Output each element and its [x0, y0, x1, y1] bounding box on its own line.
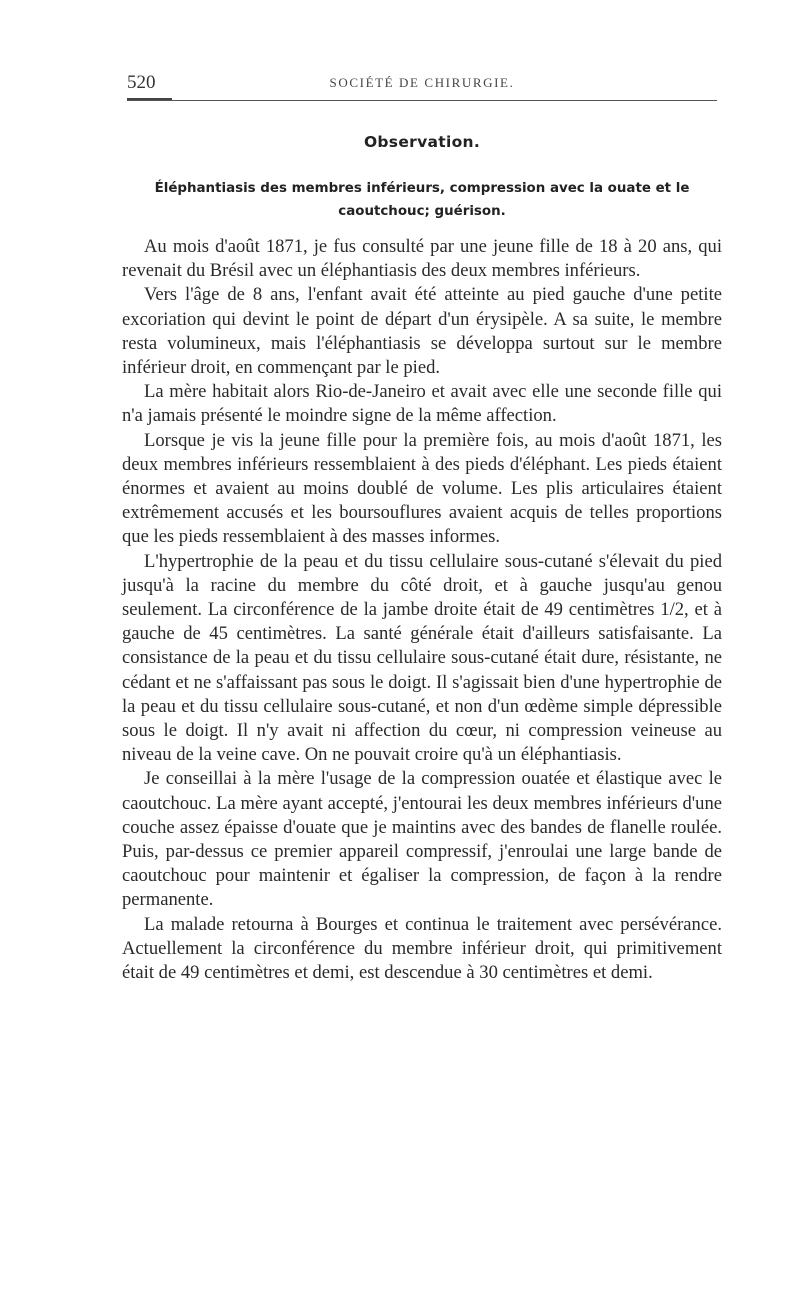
running-head	[127, 72, 717, 102]
page-number: 520	[127, 72, 156, 93]
section-subtitle: Éléphantiasis des membres inférieurs, compression avec la ouate et le caoutchouc; guérison.	[154, 181, 690, 219]
running-title: SOCIÉTÉ DE CHIRURGIE.	[329, 75, 515, 90]
paragraph-3: La mère habitait alors Rio-de-Janeiro et avait avec elle une seconde fille qui n'a jamais présenté le moindre signe de la même affection.	[122, 381, 722, 427]
paragraph-4: Lorsque je vis la jeune fille pour la première fois, au mois d'août 1871, les deux membres inférieurs ressemblaient à des pieds d'éléphant. Les pieds étaient énormes et avaient au moins doublé de volume. Les plis articulaires étaient extrêmement accusés et les boursouflures avaient acquis de telles proportions que les pieds ressemblaient à des masses informes.	[122, 429, 722, 548]
paragraph-5: L'hypertrophie de la peau et du tissu cellulaire sous-cutané s'élevait du pied jusqu'à la racine du membre du côté droit, et à gauche jusqu'au genou seulement. La circonférence de la jambe droite était de 49 centimètres 1/2, et à gauche de 45 centimètres. La santé générale était d'ailleurs satisfaisante. La consistance de la peau et du tissu cellulaire sous-cutané était dure, résistante, ne cédant et ne s'affaissant pas sous le doigt. Il s'agissait bien d'une hypertrophie de la peau et du tissu cellulaire sous-cutané, et non d'un œdème simple dépressible sous le doigt. Il n'y avait ni affection du cœur, ni compression veineuse au niveau de la veine cave. On ne pouvait croire qu'à un éléphantiasis.	[122, 550, 722, 766]
section-title: Observation.	[363, 133, 481, 151]
paragraph-1: Au mois d'août 1871, je fus consulté par une jeune fille de 18 à 20 ans, qui revenait du Brésil avec un éléphantiasis des deux membres inférieurs.	[122, 236, 722, 282]
header-rule	[127, 100, 717, 101]
body-text	[122, 235, 722, 985]
paragraph-7: La malade retourna à Bourges et continua le traitement avec persévérance. Actuellement la circonférence du membre inférieur droit, qui primitivement était de 49 centimètres et demi, est descendue à 30 centimètres et demi.	[122, 913, 722, 984]
paragraph-2: Vers l'âge de 8 ans, l'enfant avait été atteinte au pied gauche d'une petite excoriation qui devint le point de départ d'un érysipèle. A sa suite, le membre resta volumineux, mais l'éléphantiasis se développa surtout sur le membre inférieur droit, en commençant par le pied.	[122, 284, 722, 379]
paragraph-6: Je conseillai à la mère l'usage de la compression ouatée et élastique avec le caoutchouc. La mère ayant accepté, j'entourai les deux membres inférieurs d'une couche assez épaisse d'ouate que je maintins avec des bandes de flanelle roulée. Puis, par-dessus ce premier appareil compressif, j'enroulai une large bande de caoutchouc pour maintenir et égaliser la compression, de façon à la rendre permanente.	[122, 768, 722, 911]
